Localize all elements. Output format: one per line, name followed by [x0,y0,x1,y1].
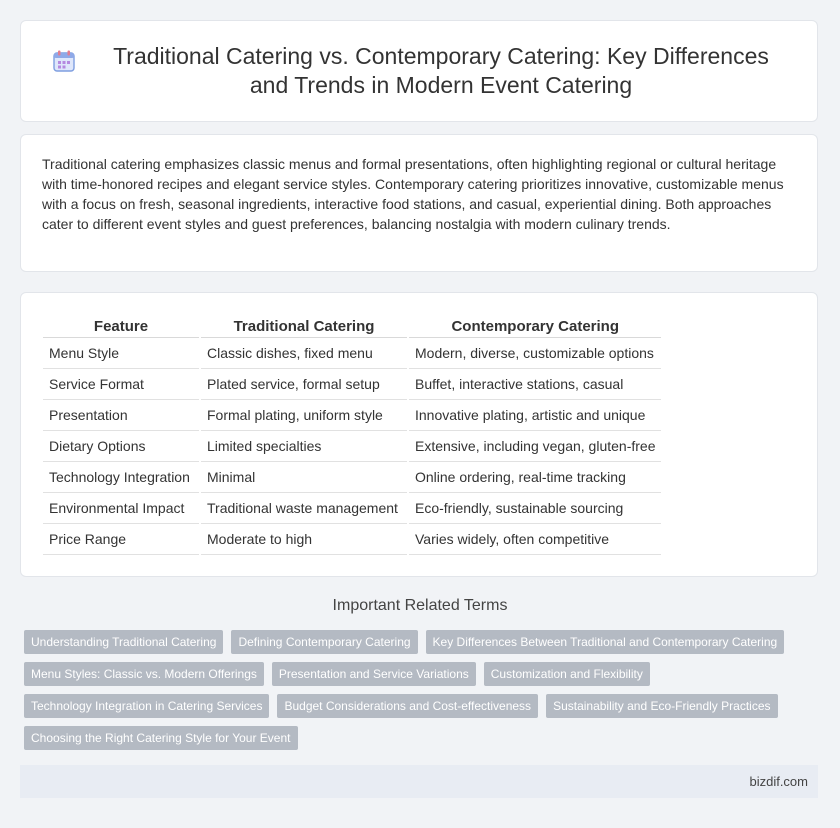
table-cell: Technology Integration [43,462,200,493]
comparison-table [43,315,661,555]
table-cell: Price Range [43,524,200,555]
page-title: Traditional Catering vs. Contemporary Catering: Key Differences and Trends in Modern Event Catering [113,43,769,98]
table-row [43,369,661,400]
comparison-table-card [20,292,818,577]
header-traditional: Traditional Catering [200,315,408,338]
related-terms-tags [24,630,814,758]
table-cell: Innovative plating, artistic and unique [408,400,661,431]
table-cell: Minimal [200,462,408,493]
table-row [43,338,661,369]
tag-row [24,630,814,662]
calendar-icon [51,48,77,74]
tag-row [24,726,814,758]
tag-link[interactable]: Understanding Traditional Catering [24,630,223,654]
intro-paragraph: Traditional catering emphasizes classic menus and formal presentations, often highlighting regional or cultural heritage with time-honored recipes and elegant service styles. Contemporary catering prioritizes innovative, customizable menus with a focus on fresh, seasonal ingredients, interactive food stations, and casual, experiential dining. Both approaches cater to different event styles and guest preferences, balancing nostalgia with modern culinary trends. [42,156,784,232]
table-cell: Online ordering, real-time tracking [408,462,661,493]
table-row [43,493,661,524]
table-cell: Traditional waste management [200,493,408,524]
tag-row [24,662,814,694]
tag-link[interactable]: Budget Considerations and Cost-effectiveness [277,694,538,718]
table-cell: Limited specialties [200,431,408,462]
table-cell: Dietary Options [43,431,200,462]
table-row [43,462,661,493]
table-cell: Moderate to high [200,524,408,555]
intro-card [20,134,818,272]
table-header-row [43,315,661,338]
table-cell: Service Format [43,369,200,400]
table-cell: Environmental Impact [43,493,200,524]
title-card [20,20,818,122]
table-row [43,400,661,431]
tag-link[interactable]: Menu Styles: Classic vs. Modern Offerings [24,662,264,686]
table-cell: Extensive, including vegan, gluten-free [408,431,661,462]
table-cell: Menu Style [43,338,200,369]
table-cell: Buffet, interactive stations, casual [408,369,661,400]
tag-link[interactable]: Presentation and Service Variations [272,662,476,686]
tag-link[interactable]: Key Differences Between Traditional and Contemporary Catering [426,630,785,654]
header-contemporary: Contemporary Catering [408,315,661,338]
table-cell: Eco-friendly, sustainable sourcing [408,493,661,524]
footer [20,765,818,798]
table-row [43,524,661,555]
table-cell: Plated service, formal setup [200,369,408,400]
footer-site-link[interactable]: bizdif.com [749,774,808,789]
tag-link[interactable]: Choosing the Right Catering Style for Your Event [24,726,298,750]
table-cell: Classic dishes, fixed menu [200,338,408,369]
tag-link[interactable]: Customization and Flexibility [484,662,650,686]
tag-link[interactable]: Defining Contemporary Catering [231,630,417,654]
table-cell: Formal plating, uniform style [200,400,408,431]
table-cell: Varies widely, often competitive [408,524,661,555]
tag-row [24,694,814,726]
header-feature: Feature [43,315,200,338]
tag-link[interactable]: Sustainability and Eco-Friendly Practices [546,694,777,718]
related-terms-title: Important Related Terms [332,597,508,614]
table-row [43,431,661,462]
tag-link[interactable]: Technology Integration in Catering Services [24,694,269,718]
table-cell: Presentation [43,400,200,431]
table-cell: Modern, diverse, customizable options [408,338,661,369]
